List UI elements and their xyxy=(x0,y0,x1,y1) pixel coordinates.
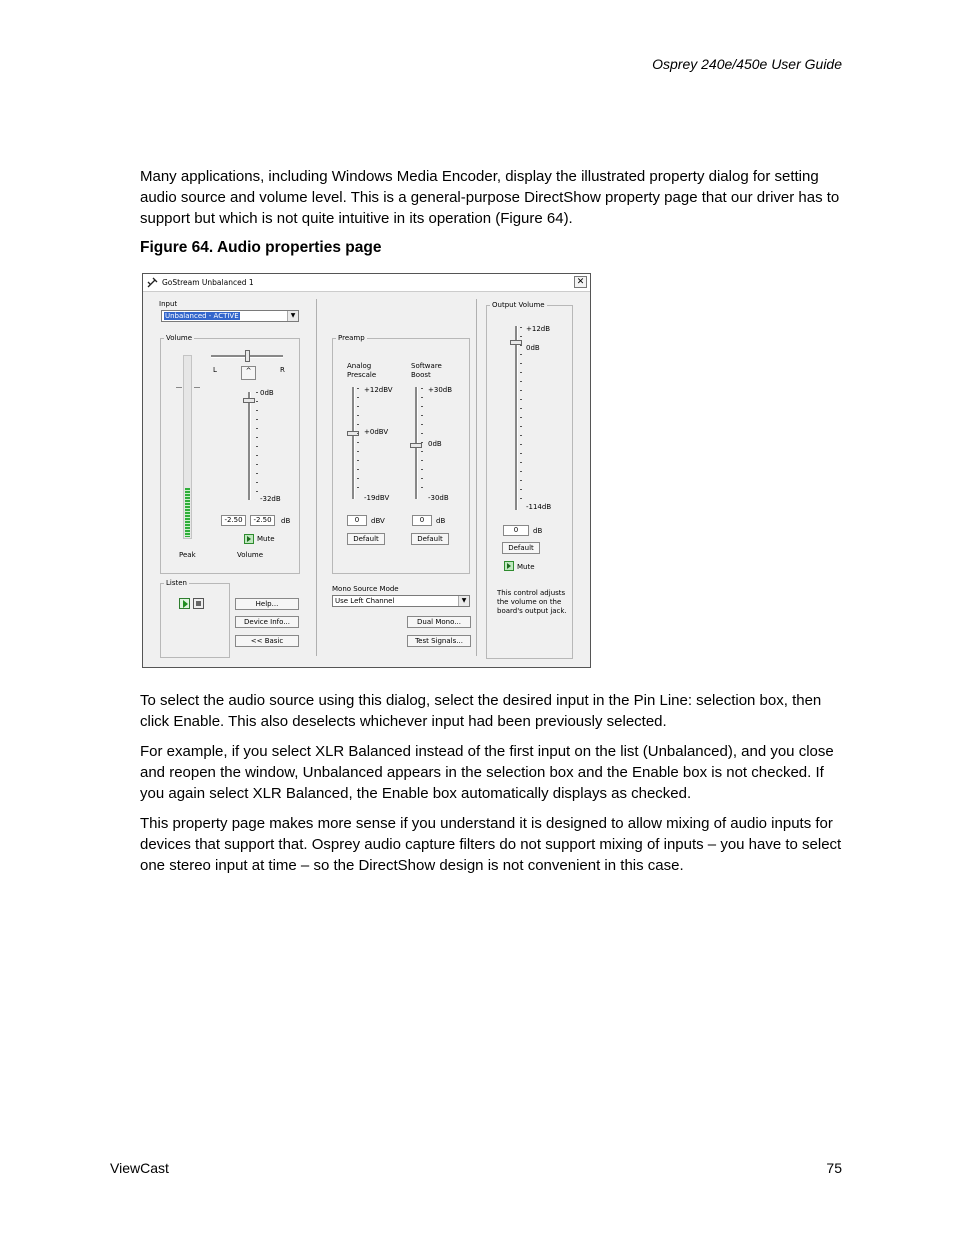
output-volume-ticks xyxy=(520,327,523,507)
analog-prescale-track xyxy=(352,387,355,499)
analog-scale-bottom: -19dBV xyxy=(364,494,390,502)
help-button[interactable]: Help... xyxy=(235,598,299,610)
volume-scale-top: 0dB xyxy=(260,389,274,397)
volume-unit: dB xyxy=(281,517,291,525)
output-note-line1: This control adjusts xyxy=(497,589,566,597)
output-volume-field[interactable]: 0 xyxy=(503,525,529,536)
meter-marker-right xyxy=(194,387,200,388)
basic-button[interactable]: << Basic xyxy=(235,635,299,647)
mono-source-select[interactable] xyxy=(332,595,470,607)
chevron-down-icon: ▼ xyxy=(287,311,298,321)
analog-prescale-ticks xyxy=(357,388,360,496)
mono-source-label: Mono Source Mode xyxy=(332,585,399,593)
mono-source-value: Use Left Channel xyxy=(335,597,395,605)
footer-company: ViewCast xyxy=(110,1160,169,1176)
volume-label: Volume xyxy=(237,551,264,559)
software-label-line1: Software xyxy=(411,362,442,370)
balance-right-label: R xyxy=(280,366,285,374)
analog-scale-mid: +0dBV xyxy=(364,428,389,436)
output-note-line2: the volume on the xyxy=(497,598,562,606)
body-paragraph: To select the audio source using this dialog, select the desired input in the Pin Line: selection box, then click Enable. This also deselects whichever input had been previously selected. xyxy=(140,692,822,730)
listen-group xyxy=(160,579,230,658)
software-scale-mid: 0dB xyxy=(428,440,442,448)
software-unit: dB xyxy=(436,517,446,525)
dialog-titlebar xyxy=(143,274,590,292)
output-default-button[interactable]: Default xyxy=(502,542,540,554)
software-default-button[interactable]: Default xyxy=(411,533,449,545)
output-unit: dB xyxy=(533,527,543,535)
close-button[interactable]: ✕ xyxy=(574,276,587,288)
volume-scale-bottom: -32dB xyxy=(260,495,281,503)
device-info-button[interactable]: Device Info... xyxy=(235,616,299,628)
analog-scale-top: +12dBV xyxy=(364,386,393,394)
software-scale-top: +30dB xyxy=(428,386,453,394)
input-select-value: Unbalanced - ACTIVE xyxy=(165,312,239,320)
volume-mute-label[interactable]: Mute xyxy=(257,535,275,543)
software-boost-ticks xyxy=(421,388,424,496)
software-boost-field[interactable]: 0 xyxy=(412,515,432,526)
analog-label-line2: Prescale xyxy=(347,371,377,379)
peak-meter-fill xyxy=(185,488,190,537)
dual-mono-button[interactable]: Dual Mono... xyxy=(407,616,471,628)
preamp-group-label: Preamp xyxy=(338,334,365,342)
separator-right xyxy=(476,299,477,656)
output-volume-track xyxy=(515,326,518,510)
output-scale-bottom: -114dB xyxy=(526,503,552,511)
analog-default-button[interactable]: Default xyxy=(347,533,385,545)
peak-meter xyxy=(183,355,192,539)
analog-prescale-field[interactable]: 0 xyxy=(347,515,367,526)
test-signals-button[interactable]: Test Signals... xyxy=(407,635,471,647)
intro-paragraph: Many applications, including Windows Media Encoder, display the illustrated property dialog for setting audio source and volume level. This is a general-purpose DirectShow property page that our driver has to support but which is not quite intuitive in its operation (Figure 64). xyxy=(140,168,840,227)
speaker-icon[interactable] xyxy=(504,561,514,571)
input-select[interactable] xyxy=(161,310,299,322)
output-volume-group-label: Output Volume xyxy=(492,301,545,309)
volume-track xyxy=(248,392,251,500)
output-note-line3: board's output jack. xyxy=(497,607,567,615)
page-number: 75 xyxy=(826,1160,842,1176)
output-scale-top: +12dB xyxy=(526,325,551,333)
analog-unit: dBV xyxy=(371,517,385,525)
body-paragraph: For example, if you select XLR Balanced instead of the first input on the list (Unbalanced), and you close and reopen the window, Unbalanced appears in the selection box and the Enable box is not checked. If you again select XLR Balanced, the Enable box automatically displays as checked. xyxy=(140,743,834,802)
body-paragraph: This property page makes more sense if you understand it is designed to allow mixing of audio inputs for devices that support that. Osprey audio capture filters do not support mixing of inputs – you have to select one stereo input at time – so the DirectShow design is not convenient in this case. xyxy=(140,815,842,874)
output-scale-mid: 0dB xyxy=(526,344,540,352)
meter-marker-left xyxy=(176,387,182,388)
separator-left xyxy=(316,299,317,656)
volume-left-field[interactable]: -2.50 xyxy=(221,515,246,526)
balance-center-button[interactable]: ^ xyxy=(241,366,256,380)
volume-slider[interactable] xyxy=(243,398,255,403)
software-label-line2: Boost xyxy=(411,371,431,379)
balance-slider[interactable] xyxy=(245,350,250,362)
input-label: Input xyxy=(159,300,178,308)
figure-caption: Figure 64. Audio properties page xyxy=(140,239,382,256)
audio-properties-dialog xyxy=(142,273,591,668)
volume-right-field[interactable]: -2.50 xyxy=(250,515,275,526)
software-scale-bottom: -30dB xyxy=(428,494,449,502)
header-title: Osprey 240e/450e User Guide xyxy=(652,56,842,72)
peak-label: Peak xyxy=(179,551,196,559)
listen-group-label: Listen xyxy=(166,579,187,587)
stop-icon[interactable] xyxy=(193,598,204,609)
volume-ticks xyxy=(256,392,259,500)
chevron-down-icon: ▼ xyxy=(458,596,469,606)
balance-left-label: L xyxy=(213,366,217,374)
app-icon xyxy=(147,276,159,288)
volume-group xyxy=(160,334,300,574)
play-icon[interactable] xyxy=(179,598,190,609)
speaker-icon[interactable] xyxy=(244,534,254,544)
output-mute-label[interactable]: Mute xyxy=(517,563,535,571)
analog-label-line1: Analog xyxy=(347,362,372,370)
dialog-title: GoStream Unbalanced 1 xyxy=(162,278,254,287)
volume-group-label: Volume xyxy=(166,334,193,342)
